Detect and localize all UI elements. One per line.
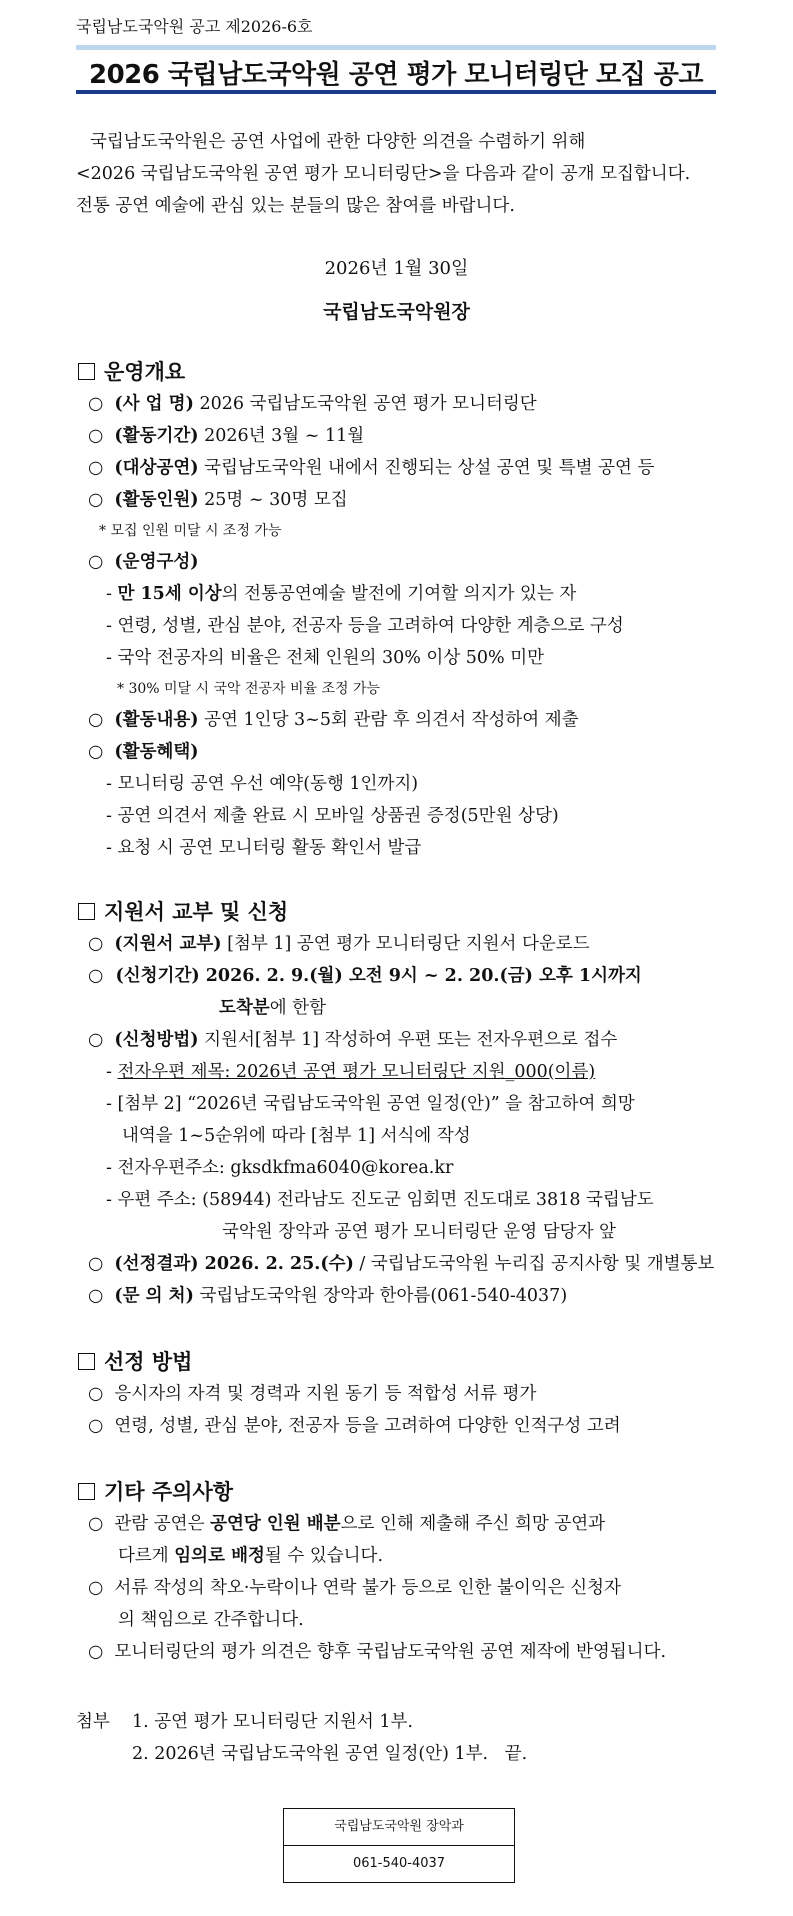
contact-dept: 국립남도국악원 장악과 <box>334 1819 464 1834</box>
title-bar-top <box>76 45 716 50</box>
overview-item: ○ (활동혜택) <box>88 742 199 762</box>
checkbox-square-icon <box>78 903 95 920</box>
contact-phone: 061-540-4037 <box>284 1845 514 1882</box>
title-bar-bottom <box>76 90 716 94</box>
note: * 모집 인원 미달 시 조정 가능 <box>99 523 282 539</box>
note: * 30% 미달 시 국악 전공자 비율 조정 가능 <box>117 681 381 697</box>
application-item: ○ (신청기간) 2026. 2. 9.(월) 오전 9시 ~ 2. 20.(금) 오후 1시까지 <box>88 966 642 986</box>
intro-paragraph <box>76 126 716 222</box>
overview-item: ○ (사 업 명) 2026 국립남도국악원 공연 평가 모니터링단 <box>88 394 537 414</box>
intro-line: <2026 국립남도국악원 공연 평가 모니터링단>을 다음과 같이 공개 모집합니다. <box>76 164 691 184</box>
checkbox-square-icon <box>78 1353 95 1370</box>
application-item: ○ (지원서 교부) [첨부 1] 공연 평가 모니터링단 지원서 다운로드 <box>88 934 590 954</box>
application-item: ○ (문 의 처) 국립남도국악원 장악과 한아름(061-540-4037) <box>88 1286 568 1306</box>
overview-item: ○ (활동인원) 25명 ~ 30명 모집 <box>88 490 348 510</box>
contact-box <box>283 1808 515 1883</box>
page-title: 2026 국립남도국악원 공연 평가 모니터링단 모집 공고 <box>89 60 703 90</box>
sub-item: - 요청 시 공연 모니터링 활동 확인서 발급 <box>106 838 422 858</box>
application-item: ○ (선정결과) 2026. 2. 25.(수) / 국립남도국악원 누리집 공지사항 및 개별통보 <box>88 1254 715 1274</box>
overview-item: ○ (대상공연) 국립남도국악원 내에서 진행되는 상설 공연 및 특별 공연 등 <box>88 458 655 478</box>
section-heading-application: 지원서 교부 및 신청 <box>78 896 288 926</box>
checkbox-square-icon <box>78 363 95 380</box>
selection-item: ○ 연령, 성별, 관심 분야, 전공자 등을 고려하여 다양한 인적구성 고려 <box>88 1416 621 1436</box>
selection-item: ○ 응시자의 자격 및 경력과 지원 동기 등 적합성 서류 평가 <box>88 1384 537 1404</box>
attachment-item: 2. 2026년 국립남도국악원 공연 일정(안) 1부. 끝. <box>132 1744 528 1764</box>
sub-item: - 연령, 성별, 관심 분야, 전공자 등을 고려하여 다양한 계층으로 구성 <box>106 616 624 636</box>
attachment-label: 첨부 <box>76 1712 110 1732</box>
attachment-item: 1. 공연 평가 모니터링단 지원서 1부. <box>132 1712 413 1732</box>
sub-item: - 전자우편주소: gksdkfma6040@korea.kr <box>106 1158 454 1178</box>
overview-item: ○ (활동기간) 2026년 3월 ~ 11월 <box>88 426 365 446</box>
sub-item-cont: 국악원 장악과 공연 평가 모니터링단 운영 담당자 앞 <box>222 1222 616 1242</box>
sub-item: - 전자우편 제목: 2026년 공연 평가 모니터링단 지원_000(이름) <box>106 1062 596 1082</box>
sub-item: - 국악 전공자의 비율은 전체 인원의 30% 이상 50% 미만 <box>106 648 545 668</box>
application-item: ○ (신청방법) 지원서[첨부 1] 작성하여 우편 또는 전자우편으로 접수 <box>88 1030 618 1050</box>
notes-item-cont: 의 책임으로 간주합니다. <box>118 1610 304 1630</box>
intro-line: 국립남도국악원은 공연 사업에 관한 다양한 의견을 수렴하기 위해 <box>90 132 586 152</box>
checkbox-square-icon <box>78 1483 95 1500</box>
sub-item: - 만 15세 이상의 전통공연예술 발전에 기여할 의지가 있는 자 <box>106 584 577 604</box>
overview-item: ○ (운영구성) <box>88 552 199 572</box>
notes-item-cont: 다르게 임의로 배정될 수 있습니다. <box>118 1546 384 1566</box>
sub-item: - 모니터링 공연 우선 예약(동행 1인까지) <box>106 774 419 794</box>
sub-item: - 공연 의견서 제출 완료 시 모바일 상품권 증정(5만원 상당) <box>106 806 559 826</box>
sub-item-cont: 내역을 1~5순위에 따라 [첨부 1] 서식에 작성 <box>122 1126 471 1146</box>
end-mark: 끝. <box>504 1744 528 1764</box>
intro-line: 전통 공연 예술에 관심 있는 분들의 많은 참여를 바랍니다. <box>76 196 515 216</box>
section-heading-overview: 운영개요 <box>78 356 185 386</box>
overview-item: ○ (활동내용) 공연 1인당 3~5회 관람 후 의견서 작성하여 제출 <box>88 710 579 730</box>
document-number: 국립남도국악원 공고 제2026-6호 <box>76 17 313 36</box>
notes-item: ○ 서류 작성의 착오·누락이나 연락 불가 등으로 인한 불이익은 신청자 <box>88 1578 621 1598</box>
notes-item: ○ 모니터링단의 평가 의견은 향후 국립남도국악원 공연 제작에 반영됩니다. <box>88 1642 667 1662</box>
sub-item: - [첨부 2] “2026년 국립남도국악원 공연 일정(안)” 을 참고하여 희망 <box>106 1094 635 1114</box>
signer: 국립남도국악원장 <box>323 301 470 323</box>
notes-item: ○ 관람 공연은 공연당 인원 배분으로 인해 제출해 주신 희망 공연과 <box>88 1514 606 1534</box>
sub-item: - 우편 주소: (58944) 전라남도 진도군 임회면 진도대로 3818 국립남도 <box>106 1190 654 1210</box>
section-heading-notes: 기타 주의사항 <box>78 1476 233 1506</box>
application-item-cont: 도착분에 한함 <box>219 998 326 1018</box>
announcement-date: 2026년 1월 30일 <box>324 258 469 279</box>
section-heading-selection: 선정 방법 <box>78 1346 192 1376</box>
